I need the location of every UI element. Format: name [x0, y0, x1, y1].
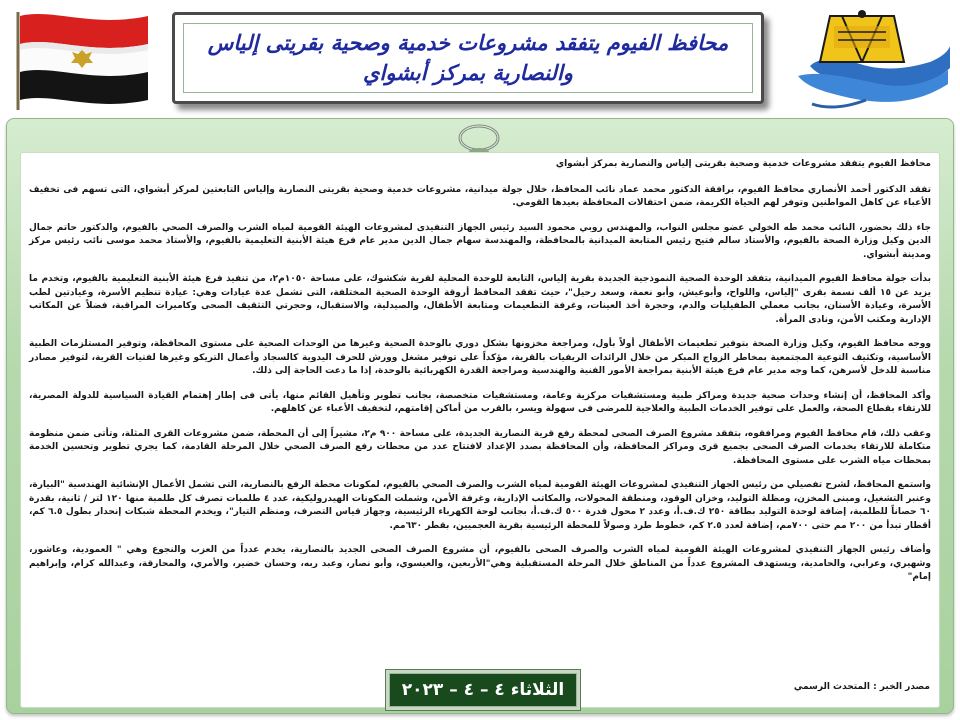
article-paragraph: وأضاف رئيس الجهاز التنفيذي لمشروعات الهيئة القومية لمياه الشرب والصرف الصحى بالفيوم، أن مشروع الصرف الصحى الجديد بالنصارية، يخدم عدداً من العزب والنجوع وهي " العمودية، وعاشور، وشهيري، وعرابي، والحامدية، ويستهدف المشروع عدداً من المناطق خلال المرحلة المستقبلية وهي"الأربعين، والعيسوي، وأبو نصار، وعبد ربه، وحسان خضير، والأمري، والمحارقة، وعبدالله كرام، وإبراهيم إمام" — [29, 545, 931, 582]
date-text: الثلاثاء ٤ – ٤ – ٢٠٢٣ — [401, 680, 565, 700]
egypt-flag-icon — [12, 10, 152, 110]
page-title: محافظ الفيوم يتفقد مشروعات خدمية وصحية بقريتى إلياس والنصارية بمركز أبشواي — [207, 31, 729, 85]
article-paragraph: جاء ذلك بحضور، النائب محمد طه الخولي عضو مجلس النواب، والمهندس روبي محمود السيد رئيس الجهاز التنفيذى لمشروعات الهيئة القومية لمياه الشرب والصرف الصحي بالفيوم، والدكتور حاتم جمال الدين وكيل وزارة الصحة بالفيوم، والأستاذ سالم فتيح رئيس المتابعة الميدانية بالمحافظة، والمهندسة سهام جمال الدين مدير عام فرع هيئة الأبنية التعليمية بالفيوم، والأستاذ محمد موسى نائب رئيس مركز ومدينة أبشواي. — [29, 222, 931, 260]
article-paragraph: تفقد الدكتور أحمد الأنصاري محافظ الفيوم، برافقة الدكتور محمد عماد نائب المحافظ، خلال جولة ميدانية، مشروعات خدمية وصحية بقريتى النصارية وإلياس التابعتين لمركز أبشواي، التى تسهم فى تخفيف الأعباء عن كاهل المواطنين وتوفر لهم الحياة الكريمة، ضمن احتفالات المحافظة بعيدها القومي. — [29, 184, 931, 208]
fayoum-governorate-logo-icon — [790, 6, 952, 114]
headline-box — [172, 12, 764, 104]
article-paragraph: وأكد المحافظ، أن إنشاء وحدات صحية جديدة ومراكز طبية ومستشفيات مركزية وعامة، ومستشفيات متخصصة، بجانب تطوير وتأهيل القائم منها، يأتى فى إطار إهتمام القيادة السياسية للدولة المصرية، للارتقاء بقطاع الصحة، والعمل على توفير الخدمات الطبية والعلاجية للمرضى فى سهولة ويسر، بالقرب من أماكن إقامتهم، لتخفيف الأعباء عن كاهلهم. — [29, 390, 931, 414]
article-headline: محافظ الفيوم يتفقد مشروعات خدمية وصحية بقريتى إلياس والنصارية بمركز أبشواي — [555, 159, 931, 169]
article-paragraph: ووجه محافظ الفيوم، وكيل وزارة الصحة بتوفير تطعيمات الأطفال أولاً بأول، ومراجعة مخزونها بشكل دوري بالوحدة الصحية وغيرها من الوحدات الصحية على مستوى المحافظة، وتوفير المستلزمات الطبية الأساسية، وتكثيف التوعية المجتمعية بمخاطر الزواج المبكر من خلال الرائدات الريفيات بالقرية، مؤكداً على توفير مشغل وورش للحرف اليدوية كالسجاد وأعمال التريكو وغيرها لفتيات القرية، لتوفير مصادر مناسبة للدخل لأسرهن، كما وجه مدير عام فرع هيئة الأبنية بمراجعة الأمور الفنية والهندسية ومراجعة القدرة الكهربائية بالوحدة، إذا ما دعت الحاجة إلى ذلك. — [29, 339, 931, 376]
date-banner — [386, 670, 580, 710]
article-body — [20, 152, 940, 708]
article-paragraph: واستمع المحافظ، لشرح تفصيلي من رئيس الجهاز التنفيذي لمشروعات الهيئة القومية لمياه الشرب والصرف الصحي بالفيوم، لمكونات محطة الرفع بالنصارية، التى تشمل الأعمال الإنشائية الهندسية "البيارة، وعنبر التشغيل، ومبنى المخزن، ومظلة التوليد، وخزان الوقود، ومنطقة المحولات، والمكاتب الإدارية، وغرفة الأمن، وشملت المكونات الهيدروليكية، عدد ٤ طلمبات تصرف كل طلمبة منها ١٢٠ لتر / ثانية، بقدرة ٦٠ حصاناً للطلمبة، إضافة لوحدة التوليد بطاقة ٢٥٠ ك.ف.أ، وعدد ٢ محول قدرة ٥٠٠ ك.ف.أ، بجانب لوحة الكهرباء الرئيسية، وجهاز قياس التصرف، ومنظم التيار"، ويخدم المحطة شبكات إنحدار بطول ٦.٥ كم، أقطار تبدأ من ٢٠٠ مم حتى ٧٠٠مم، إضافة لعدد ٢.٥ كم، خطوط طرد وصولاً للمحطة الرئيسية بقرية العجميين، بقطر ٦٣٠مم. — [29, 480, 932, 531]
news-source: مصدر الخبر : المتحدث الرسمي — [793, 682, 930, 692]
article-paragraph: بدأت جولة محافظ الفيوم الميدانية، بتفقد الوحدة الصحية النموذجية الجديدة بقرية إلياس، التابعة للوحدة المحلية لقرية شكشوك، على مساحة ١٠٥٠م٢، من تنفيذ فرع هيئة الأبنية التعليمية بالفيوم، وتخدم ما يزيد عن ١٥ ألف نسمة بقرى "إلياس، واللواح، وأبوعيش، وأبو نعمة، وسعد رحيل"، حيث تفقد المحافظ أروقة الوحدة الصحية المختلفة، التى تشمل عدة عيادات وهي: عيادة تنظيم الأسرة، وعيادتين لطب الأسرة، وعيادة الأسنان، بجانب معملي الطفيليات والدم، وحجرة أخذ العينات، وغرفة التطعيمات ومتابعة الأطفال، والصيدلية، والاستقبال، وحجرتي التثقيف الصحى وكاميرات المراقبة، فضلاً عن المكاتب الإدارية ومكتب الأمن، ونادى المرأة. — [29, 274, 931, 325]
article-paragraph: وعقب ذلك، قام محافظ الفيوم ومرافقوه، بتفقد مشروع الصرف الصحى لمحطة رفع قرية النصارية الجديدة، على مساحة ٩٠٠ م٢، مشيراً إلى أن المحطة، ضمن مشروعات القرى المثلة، وتأتى ضمن منظومة متكاملة للارتقاء بخدمات الصرف الصحى بجميع قرى ومراكز المحافظة، وأن المحافظة بصدد الإعداد لافتتاح عدد من محطات رفع الصرف الصحي خلال المرحلة القادمة، كما يجري تطوير وتحسين الخدمة بمحطات مياه الشرب على مستوى المحافظة. — [29, 428, 931, 466]
